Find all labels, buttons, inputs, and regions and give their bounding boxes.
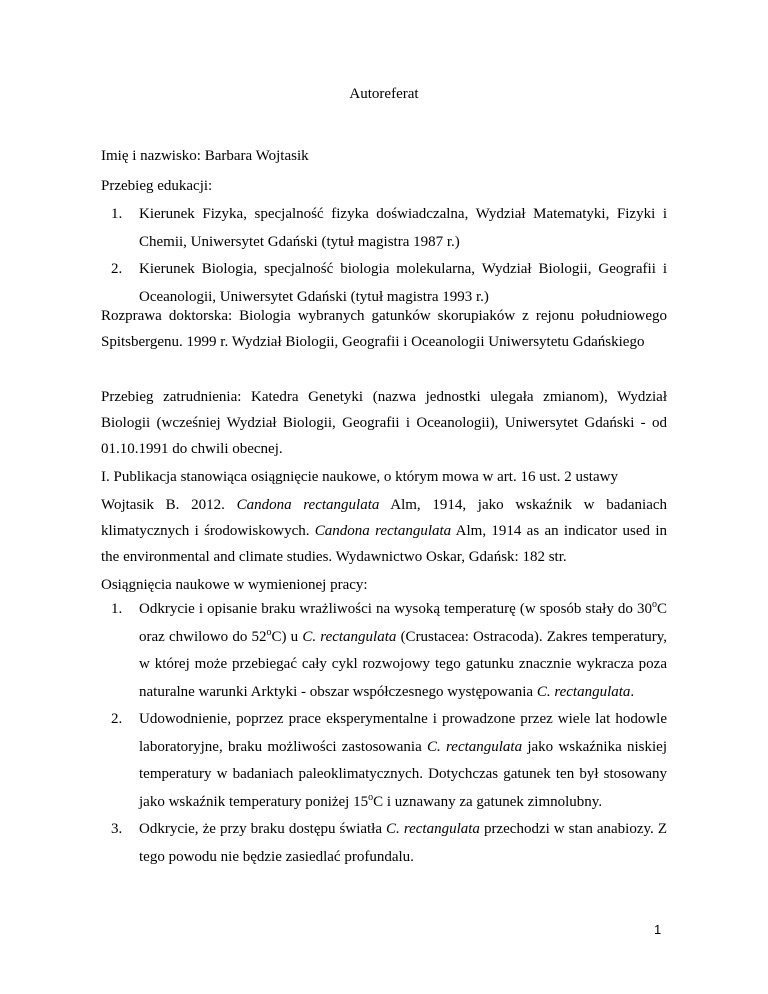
species-name: C. rectangulata xyxy=(427,738,523,755)
achievements-heading: Osiągnięcia naukowe w wymienionej pracy: xyxy=(101,577,368,593)
achievement-item xyxy=(101,596,667,706)
name-line: Imię i nazwisko: Barbara Wojtasik xyxy=(101,148,309,164)
species-name: C. rectangulata xyxy=(302,628,397,645)
education-item-text: Kierunek Biologia, specjalność biologia molekularna, Wydział Biologii, Geografii i Oceanologii, Uniwersytet Gdański (tytuł magistra 1993 r.) xyxy=(139,261,667,305)
achievement-item-number: 1. xyxy=(111,601,123,617)
species-name: Candona rectangulata xyxy=(236,497,380,513)
achievement-item-text: Odkrycie i opisanie braku wrażliwości na wysoką temperaturę (w sposób stały do 30$^o$C oraz chwilowo do 52$^o$C) u C. rectangulata (Crustacea: Ostracoda). Zakres temperatury, w której może przebiegać cały cykl rozwojowy tego gatunku znacznie wykracza poza naturalne warunki Arktyki - obszar współczesnego występowania C. rectangulata. xyxy=(139,599,667,700)
document-title: Autoreferat xyxy=(349,86,419,102)
education-item-number: 2. xyxy=(111,261,123,277)
species-name: C. rectangulata xyxy=(536,683,631,700)
education-item-text: Kierunek Fizyka, specjalność fizyka doświadczalna, Wydział Matematyki, Fizyki i Chemii, Uniwersytet Gdański (tytuł magistra 1987 r.) xyxy=(139,206,667,250)
employment-history: Przebieg zatrudnienia: Katedra Genetyki (nazwa jednostki ulegała zmianom), Wydział Biologii (wcześniej Wydział Biologii, Geografii i Oceanologii), Uniwersytet Gdański - od 01.10.1991 do chwili obecnej. xyxy=(101,389,667,457)
education-item-number: 1. xyxy=(111,206,123,222)
achievement-item xyxy=(101,816,667,871)
achievement-item-number: 3. xyxy=(111,821,123,837)
species-name: Candona rectangulata xyxy=(314,523,452,539)
page-number: 1 xyxy=(654,922,662,937)
species-name: C. rectangulata xyxy=(386,821,480,837)
achievement-item-text: Udowodnienie, poprzez prace eksperymentalne i prowadzone przez wiele lat hodowle laboratoryjne, braku możliwości zastosowania C. rectangulata jako wskaźnika niskiej temperatury w badaniach paleoklimatycznych. Dotychczas gatunek ten był stosowany jako wskaźnik temperatury poniżej 15$^o$C i uznawany za gatunek zimnolubny. xyxy=(139,711,667,810)
publication-heading: I. Publikacja stanowiąca osiągnięcie naukowe, o którym mowa w art. 16 ust. 2 ustawy xyxy=(101,469,618,485)
achievement-item-number: 2. xyxy=(111,711,123,727)
education-heading: Przebieg edukacji: xyxy=(101,178,213,194)
achievements-list xyxy=(101,596,667,871)
education-list xyxy=(101,201,667,311)
achievement-item xyxy=(101,706,667,816)
achievement-item-text: Odkrycie, że przy braku dostępu światła C. rectangulata przechodzi w stan anabiozy. Z tego powodu nie będzie zasiedlać profundalu. xyxy=(139,821,667,865)
doctoral-dissertation: Rozprawa doktorska: Biologia wybranych gatunków skorupiaków z rejonu południowego Spitsbergenu. 1999 r. Wydział Biologii, Geografii i Oceanologii Uniwersytetu Gdańskiego xyxy=(101,308,667,350)
education-item xyxy=(101,201,667,256)
publication-citation: Wojtasik B. 2012. Candona rectangulata Alm, 1914, jako wskaźnik w badaniach klimatycznych i środowiskowych. Candona rectangulata Alm, 1914 as an indicator used in the environmental and climate studies. Wydawnictwo Oskar, Gdańsk: 182 str. xyxy=(101,497,668,565)
